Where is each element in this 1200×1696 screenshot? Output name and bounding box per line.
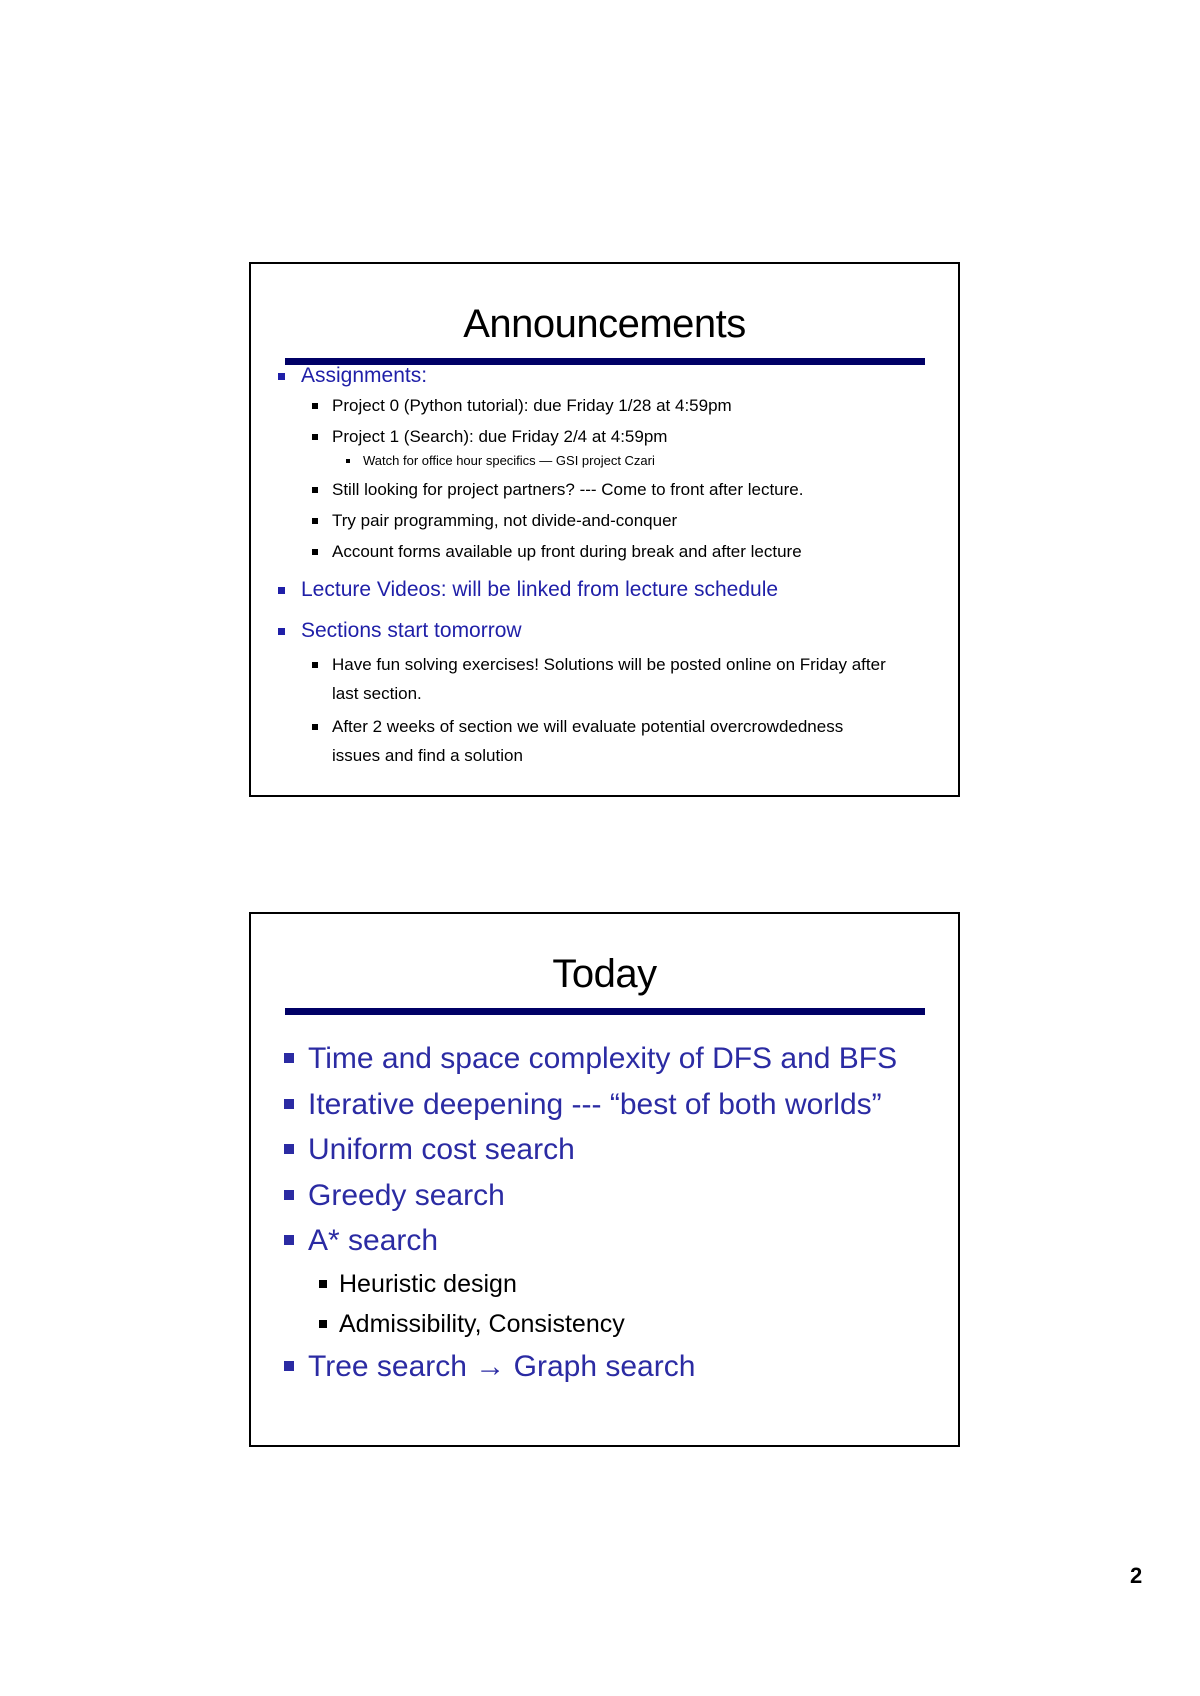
bullet-list bbox=[251, 364, 958, 770]
list-item-text: Try pair programming, not divide-and-conquer bbox=[332, 511, 678, 530]
list-item bbox=[251, 451, 958, 471]
square-bullet-icon bbox=[312, 549, 318, 555]
square-bullet-icon bbox=[284, 1190, 294, 1200]
list-item-text: Account forms available up front during break and after lecture bbox=[332, 542, 802, 561]
list-item bbox=[251, 578, 958, 602]
list-item-text: Have fun solving exercises! Solutions will be posted online on Friday after last section. bbox=[332, 655, 886, 703]
square-bullet-icon bbox=[284, 1099, 294, 1109]
slide-title: Announcements bbox=[463, 302, 746, 346]
bullet-list bbox=[251, 1036, 958, 1389]
list-item bbox=[251, 475, 891, 504]
list-item bbox=[251, 712, 891, 770]
square-bullet-icon bbox=[312, 434, 318, 440]
square-bullet-icon bbox=[312, 518, 318, 524]
list-item-text: Watch for office hour specifics — GSI project Czari bbox=[363, 453, 655, 468]
list-item-text: Greedy search bbox=[308, 1178, 505, 1212]
list-item bbox=[251, 537, 891, 566]
slide-today bbox=[249, 912, 960, 1447]
list-item-text: Assignments: bbox=[301, 364, 428, 387]
list-item bbox=[251, 364, 958, 388]
list-item-text: Tree search → Graph search bbox=[308, 1349, 696, 1383]
list-item-text: Uniform cost search bbox=[308, 1133, 575, 1166]
square-bullet-icon bbox=[284, 1361, 294, 1371]
list-item bbox=[251, 391, 891, 420]
list-item-text: Lecture Videos: will be linked from lecture schedule bbox=[301, 578, 779, 601]
list-item-text: Sections start tomorrow bbox=[301, 619, 522, 642]
list-item bbox=[251, 619, 958, 643]
list-item-text: Time and space complexity of DFS and BFS bbox=[308, 1042, 898, 1075]
list-item bbox=[251, 506, 891, 535]
square-bullet-icon bbox=[284, 1144, 294, 1154]
square-bullet-icon bbox=[278, 587, 285, 594]
square-bullet-icon bbox=[278, 628, 285, 635]
list-item bbox=[251, 1173, 958, 1219]
slide-announcements bbox=[249, 262, 960, 797]
list-item-text: Iterative deepening --- “best of both worlds” bbox=[308, 1087, 882, 1121]
list-item-text: Heuristic design bbox=[339, 1269, 517, 1298]
list-item-text: Project 1 (Search): due Friday 2/4 at 4:59pm bbox=[332, 427, 668, 446]
square-bullet-icon bbox=[319, 1280, 327, 1288]
square-bullet-icon bbox=[278, 373, 285, 380]
list-item bbox=[251, 1127, 958, 1173]
list-item-text: Project 0 (Python tutorial): due Friday 1/28 at 4:59pm bbox=[332, 396, 732, 415]
square-bullet-icon bbox=[312, 487, 318, 493]
list-item bbox=[251, 1218, 958, 1264]
list-item-text: Admissibility, Consistency bbox=[339, 1309, 625, 1338]
list-item bbox=[251, 650, 891, 708]
list-item bbox=[251, 1264, 958, 1304]
list-item bbox=[251, 422, 891, 451]
list-item bbox=[251, 1344, 958, 1390]
list-item-text: Still looking for project partners? --- Come to front after lecture. bbox=[332, 480, 804, 499]
square-bullet-icon bbox=[284, 1053, 294, 1063]
square-bullet-icon bbox=[312, 724, 318, 730]
square-bullet-icon bbox=[284, 1235, 294, 1245]
square-bullet-icon bbox=[312, 403, 318, 409]
square-bullet-icon bbox=[312, 662, 318, 668]
list-item bbox=[251, 1036, 958, 1082]
title-rule bbox=[285, 1008, 925, 1015]
list-item-text: A* search bbox=[308, 1224, 439, 1257]
square-bullet-icon bbox=[319, 1320, 327, 1328]
list-item-text: After 2 weeks of section we will evaluate potential overcrowdedness issues and find a solution bbox=[332, 717, 844, 765]
list-item bbox=[251, 1304, 958, 1344]
square-bullet-icon bbox=[346, 459, 350, 463]
list-item bbox=[251, 1082, 958, 1128]
slide-title: Today bbox=[552, 952, 657, 996]
page-number: 2 bbox=[1130, 1563, 1143, 1588]
